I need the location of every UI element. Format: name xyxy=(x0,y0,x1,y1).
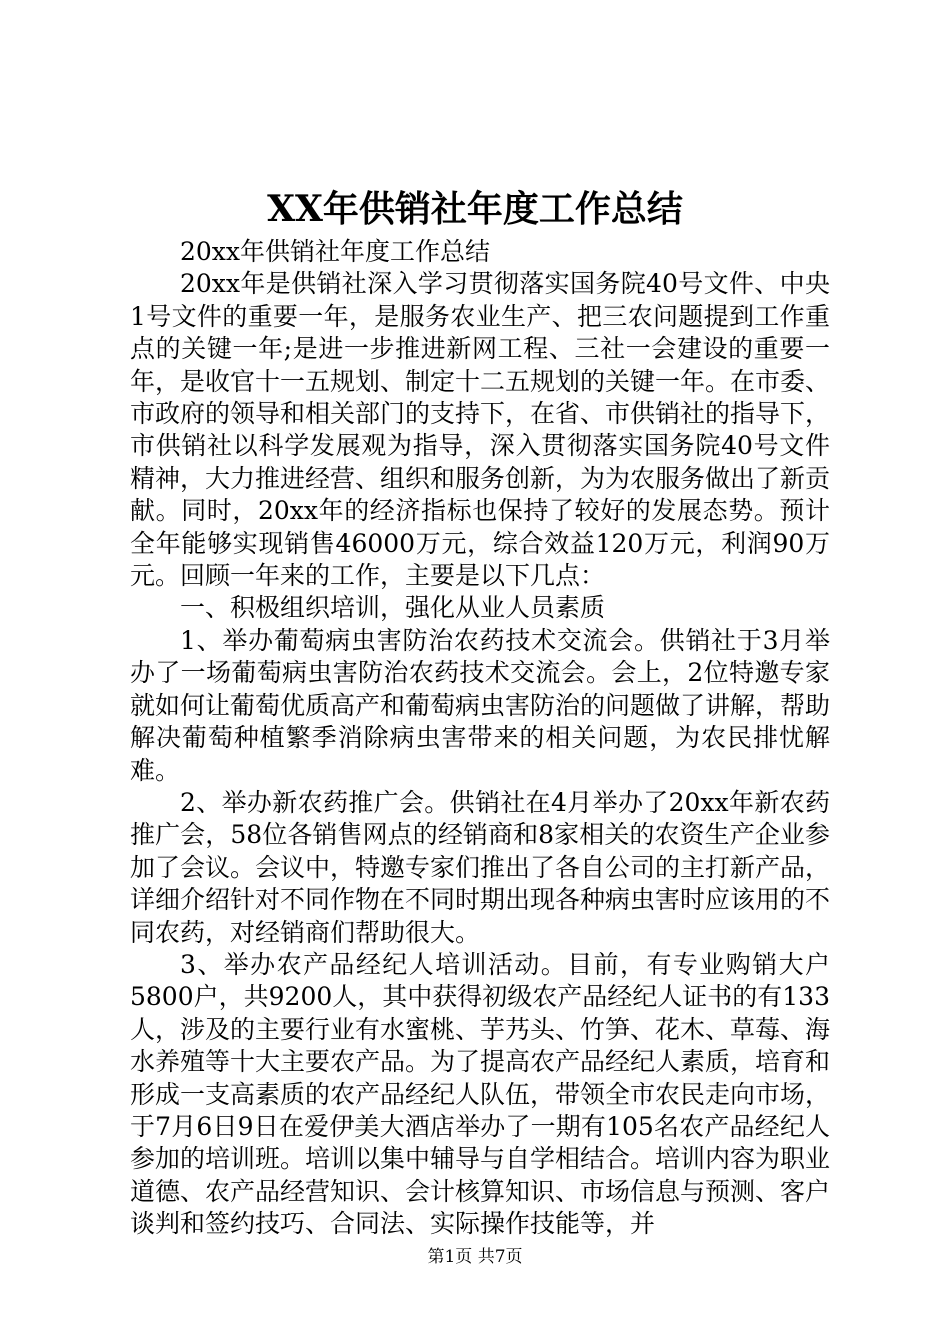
paragraph-item-3: 3、举办农产品经纪人培训活动。目前，有专业购销大户5800户，共9200人，其中获得初级农产品经纪人证书的有133人，涉及的主要行业有水蜜桃、芋艿头、竹笋、花木、草莓、海水养殖等十大主要农产品。为了提高农产品经纪人素质，培育和形成一支高素质的农产品经纪人队伍，带领全市农民走向市场，于7月6日9日在爱伊美大酒店举办了一期有105名农产品经纪人参加的培训班。培训以集中辅导与自学相结合。培训内容为职业道德、农产品经营知识、会计核算知识、市场信息与预测、客户谈判和签约技巧、合同法、实际操作技能等，并 xyxy=(130,949,831,1239)
document-title: XX年供销社年度工作总结 xyxy=(267,188,683,230)
paragraph-item-2: 2、举办新农药推广会。供销社在4月举办了20xx年新农药推广会，58位各销售网点的经销商和8家相关的农资生产企业参加了会议。会议中，特邀专家们推出了各自公司的主打新产品，详细介绍针对不同作物在不同时期出现各种病虫害时应该用的不同农药，对经销商们帮助很大。 xyxy=(130,787,831,947)
paragraph-item-1: 1、举办葡萄病虫害防治农药技术交流会。供销社于3月举办了一场葡萄病虫害防治农药技术交流会。会上，2位特邀专家就如何让葡萄优质高产和葡萄病虫害防治的问题做了讲解，帮助解决葡萄种植繁季消除病虫害带来的相关问题，为农民排忧解难。 xyxy=(130,625,831,785)
document-body xyxy=(130,236,830,1241)
page-footer: 第1页 共7页 xyxy=(427,1247,523,1267)
paragraph-intro: 20xx年是供销社深入学习贯彻落实国务院40号文件、中央1号文件的重要一年，是服务农业生产、把三农问题提到工作重点的关键一年;是进一步推进新网工程、三社一会建设的重要一年，是收官十一五规划、制定十二五规划的关键一年。在市委、市政府的领导和相关部门的支持下，在省、市供销社的指导下，市供销社以科学发展观为指导，深入贯彻落实国务院40号文件精神，大力推进经营、组织和服务创新，为为农服务做出了新贡献。同时，20xx年的经济指标也保持了较好的发展态势。预计全年能够实现销售46000万元，综合效益120万元，利润90万元。回顾一年来的工作，主要是以下几点： xyxy=(130,269,831,591)
section-heading: 一、积极组织培训，强化从业人员素质 xyxy=(180,593,606,623)
paragraph-subtitle: 20xx年供销社年度工作总结 xyxy=(180,237,491,266)
